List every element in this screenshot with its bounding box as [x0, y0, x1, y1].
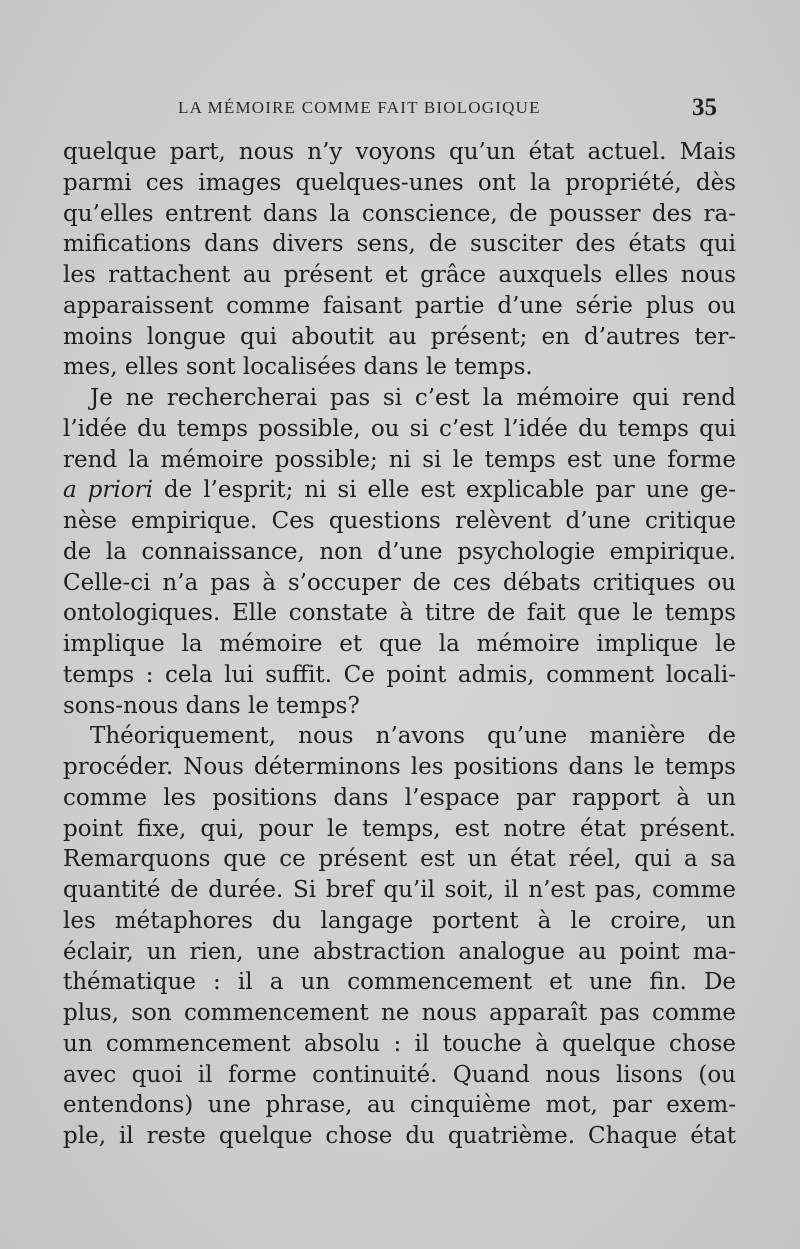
text-line: quantité de durée. Si bref qu’il soit, il n’est pas, comme: [63, 877, 736, 903]
text-line: sons-nous dans le temps?: [63, 692, 360, 719]
text-line: les métaphores du langage portent à le croire, un: [63, 907, 736, 934]
text-line: procéder. Nous déterminons les positions dans le temps: [63, 754, 736, 780]
text-line: implique la mémoire et que la mémoire implique le: [63, 631, 736, 657]
text-line: apparaissent comme faisant partie d’une série plus ou: [63, 292, 736, 319]
text-line: quelque part, nous n’y voyons qu’un état actuel. Mais: [63, 139, 736, 165]
text-line: Remarquons que ce présent est un état réel, qui a sa: [63, 846, 736, 873]
italic-term: a priori: [63, 477, 153, 504]
text-line: parmi ces images quelques-unes ont la propriété, dès: [63, 169, 736, 196]
text-line: temps : cela lui suffit. Ce point admis, comment locali-: [63, 661, 736, 688]
text-line: nèse empirique. Ces questions relèvent d’une critique: [63, 508, 736, 534]
text-line: mes, elles sont localisées dans le temps.: [63, 354, 533, 381]
text-line: moins longue qui aboutit au présent; en d’autres ter-: [63, 323, 736, 350]
text-line: l’idée du temps possible, ou si c’est l’idée du temps qui: [63, 415, 736, 442]
page-number: 35: [692, 94, 717, 121]
text-line: un commencement absolu : il touche à quelque chose: [63, 1030, 736, 1057]
body-text: [63, 137, 736, 1152]
text-line: Théoriquement, nous n’avons qu’une manière de: [90, 723, 736, 750]
text-line: Celle-ci n’a pas à s’occuper de ces débats critiques ou: [63, 569, 736, 596]
text-line: ple, il reste quelque chose du quatrième. Chaque état: [63, 1123, 736, 1149]
text-line: entendons) une phrase, au cinquième mot, par exem-: [63, 1092, 736, 1119]
text-line: comme les positions dans l’espace par rapport à un: [63, 784, 736, 811]
text-line: plus, son commencement ne nous apparaît pas comme: [63, 1000, 736, 1026]
text-line: point fixe, qui, pour le temps, est notre état présent.: [63, 815, 736, 842]
text-line: mifications dans divers sens, de susciter des états qui: [63, 231, 736, 258]
text-line: de la connaissance, non d’une psychologie empirique.: [63, 538, 736, 565]
text-line: [63, 475, 736, 506]
text-line: thématique : il a un commencement et une fin. De: [63, 969, 736, 996]
running-head: LA MÉMOIRE COMME FAIT BIOLOGIQUE: [178, 98, 541, 117]
text-line: rend la mémoire possible; ni si le temps est une forme: [63, 446, 736, 473]
text-line-rest: de l’esprit; ni si elle est explicable par une ge-: [152, 477, 737, 504]
text-line: ontologiques. Elle constate à titre de fait que le temps: [63, 600, 736, 627]
text-line: les rattachent au présent et grâce auxquels elles nous: [63, 262, 736, 288]
text-line: Je ne rechercherai pas si c’est la mémoire qui rend: [90, 385, 736, 411]
text-line: qu’elles entrent dans la conscience, de pousser des ra-: [63, 200, 736, 227]
text-line: éclair, un rien, une abstraction analogue au point ma-: [63, 938, 736, 965]
text-line: avec quoi il forme continuité. Quand nous lisons (ou: [63, 1061, 736, 1088]
